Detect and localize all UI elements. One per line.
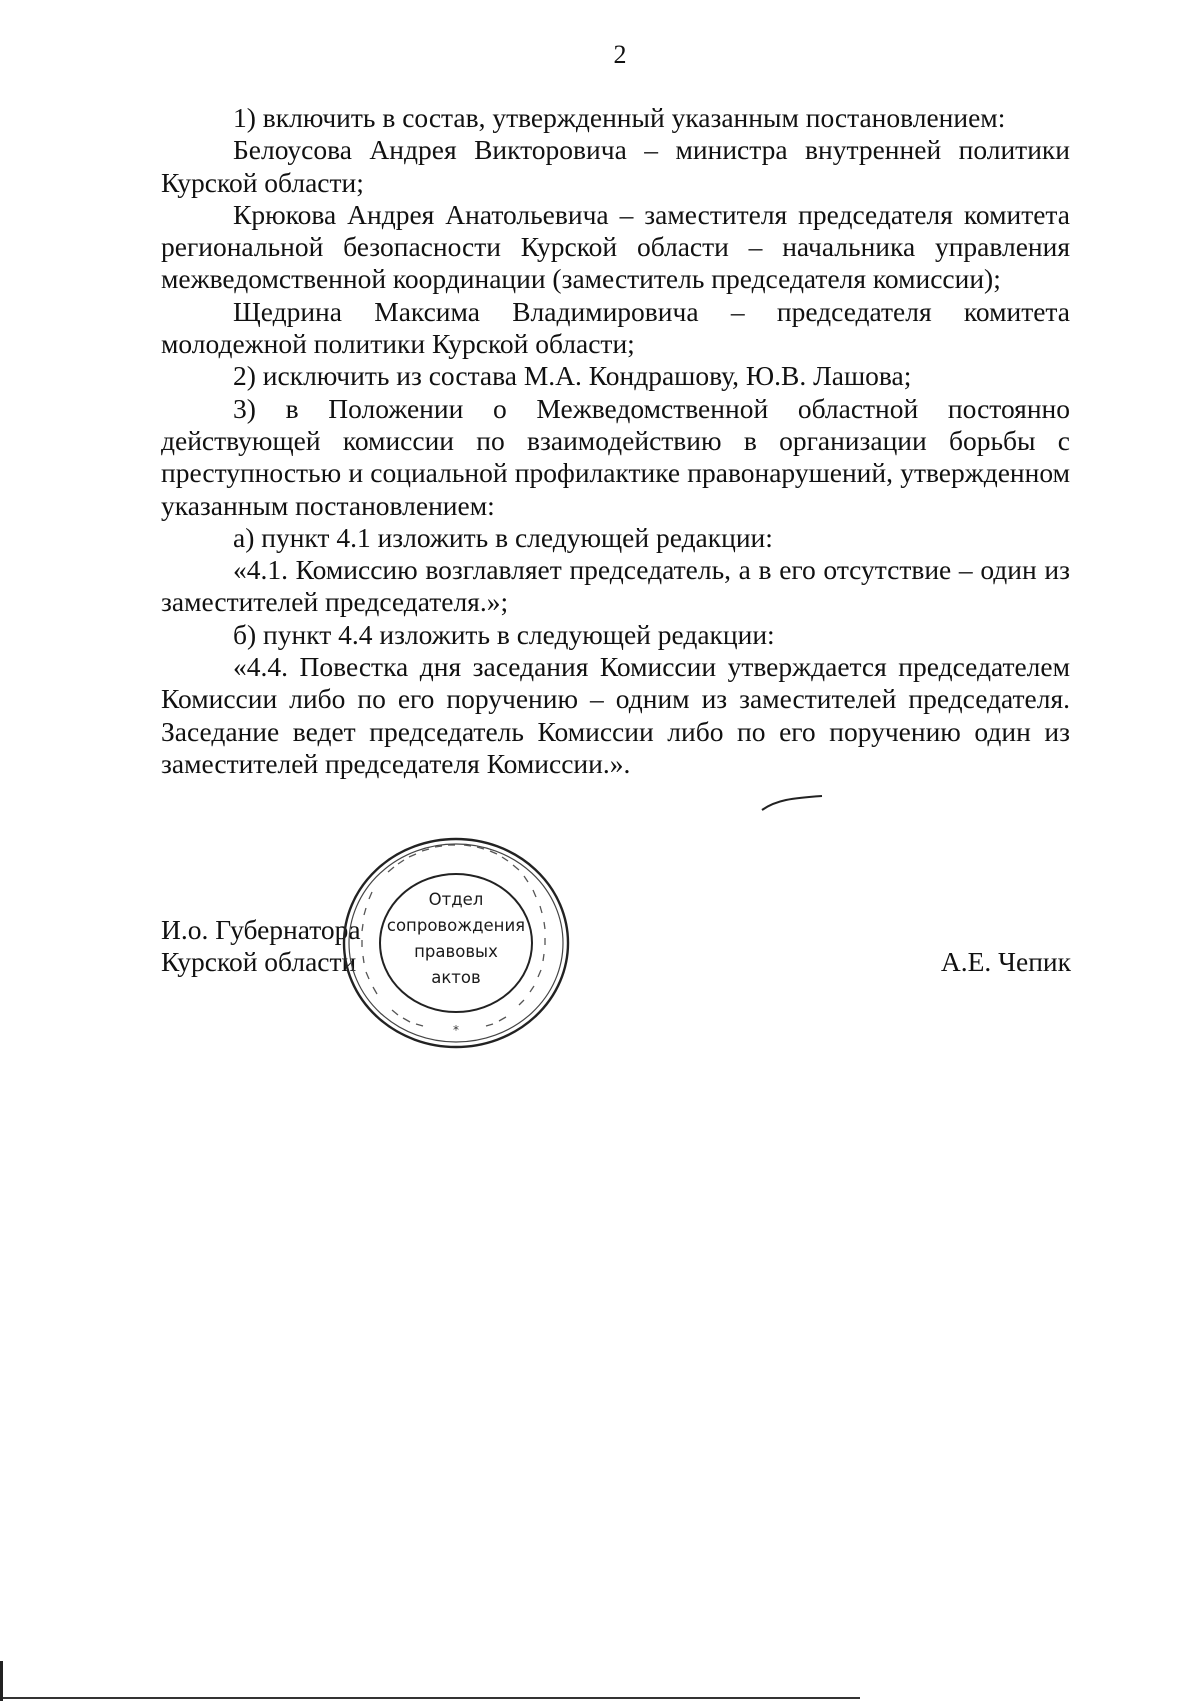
stamp-line-2: сопровождения [386,916,526,935]
signature-name: А.Е. Чепик [940,946,1071,977]
official-stamp [336,830,576,1056]
signature-position-line1: И.о. Губернатора [161,914,361,945]
stamp-line-3: правовых [414,942,498,961]
paragraph-1: 1) включить в состав, утвержденный указанным постановлением: [233,102,1006,133]
paragraph-3: Крюкова Андрея Анатольевича – заместителя председателя комитета региональной безопасности Курской области – начальника управления межведомственной координации (заместитель председателя комиссии); [161,198,1070,295]
paragraph-7: а) пункт 4.1 изложить в следующей редакции: [233,521,773,553]
document-body [161,102,1070,780]
signature-position-line2: Курской области [161,946,357,978]
paragraph-8: «4.1. Комиссию возглавляет председатель, а в его отсутствие – один из заместителей председателя.»; [161,554,1070,618]
paragraph-4: Щедрина Максима Владимировича – председателя комитета молодежной политики Курской области; [161,295,1070,360]
scan-edge-corner [0,1661,3,1701]
scan-edge-line [0,1697,860,1699]
ink-correction-mark [758,792,828,814]
page-number: 2 [613,40,627,69]
paragraph-2: Белоусова Андрея Викторовича – министра внутренней политики Курской области; [161,134,1070,198]
signature-position [161,914,361,979]
paragraph-9: б) пункт 4.4 изложить в следующей редакции: [233,618,775,650]
svg-text:*: * [453,1023,459,1037]
stamp-line-1: Отдел [428,890,484,909]
stamp-line-4: актов [431,968,481,987]
paragraph-5: 2) исключить из состава М.А. Кондрашову, Ю.В. Лашова; [233,360,912,392]
paragraph-10: «4.4. Повестка дня заседания Комиссии утверждается председателем Комиссии либо по его поручению – одним из заместителей председателя. Заседание ведет председатель Комиссии либо по его поручению один из заместителей председателя Комиссии.». [161,651,1070,779]
paragraph-6: 3) в Положении о Межведомственной областной постоянно действующей комиссии по взаимодействию в организации борьбы с преступностью и социальной профилактике правонарушений, утвержденном указанным постановлением: [161,392,1070,521]
